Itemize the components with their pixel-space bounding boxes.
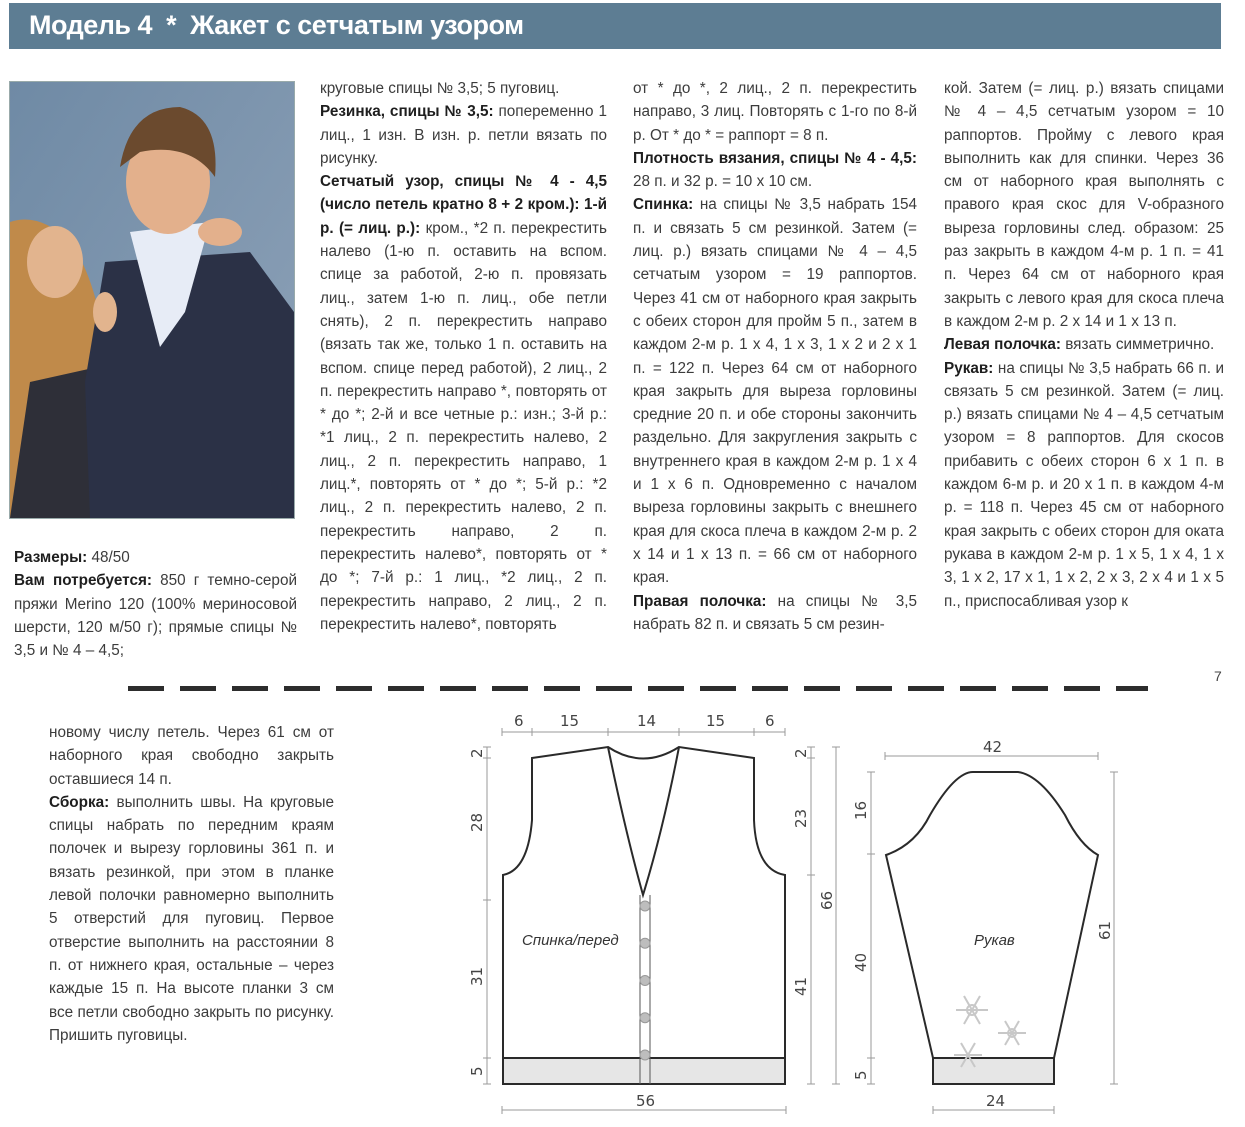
body-dimensions [468, 712, 836, 1110]
sleeve-dimensions [852, 738, 1114, 1110]
sleeve-label: Рукав: [944, 359, 994, 377]
dim-left-4: 5 [468, 1066, 486, 1076]
button-mark [640, 976, 650, 986]
mesh-pattern-text: кром., *2 п. перекрестить налево (1-ю п. оставить на вспом. спице за работой, 2-ю п. провязать лиц., затем 1-ю п. лиц., обе петли снять), 2 п. перекрестить направо (вязать так же, только 1 п. оставить на вспом. спице перед работой), 2 лиц., 2 п. перекрестить направо *, повторять от * до *; 2-й и все четные р.: изн.; 3-й р.: *1 лиц., 2 п. перекрестить налево, 2 лиц., 2 п. перекрестить направо, 1 лиц.*, повторять от * до *; 5-й р.: *2 лиц., 2 п. перекрестить налево, 2 п. перекрестить направо, 2 п. перекрестить налево*, повторять от * до *; 7-й р.: 1 лиц., *2 лиц., 2 п. перекрестить направо, 2 лиц., 2 п. перекрестить налево*, повторять [320, 219, 607, 633]
dim-sleeve-left-3: 5 [852, 1070, 870, 1080]
dim-sleeve-bottom: 24 [986, 1092, 1006, 1110]
dim-top-5: 6 [765, 712, 775, 730]
body-outline [503, 747, 786, 1084]
dim-left-1: 2 [468, 748, 486, 758]
dim-top-4: 15 [706, 712, 726, 730]
dim-right-1: 2 [792, 748, 810, 758]
dim-sleeve-top: 42 [983, 738, 1003, 756]
materials-text: 850 г темно-серой пряжи Merino 120 (100% мериносовой шерсти, 120 м/50 г); прямые спицы № 3,5 и № 4 – 4,5; [14, 572, 297, 660]
dim-total-height: 66 [818, 890, 836, 910]
left-front-text: вязать симметрично. [1065, 336, 1215, 354]
materials-continued: круговые спицы № 3,5; 5 пуговиц. [320, 80, 560, 97]
dim-top-2: 15 [560, 712, 580, 730]
model-number: Модель 4 [29, 10, 153, 40]
button-mark [640, 938, 650, 948]
star-separator: * [166, 10, 177, 40]
rib-text: попеременно 1 лиц., 1 изн. В изн. р. петли вязать по рисунку. [320, 103, 607, 167]
back-label: Спинка: [633, 196, 694, 214]
assembly-label: Сборка: [49, 793, 110, 811]
back-text: на спицы № 3,5 набрать 154 п. и связать 5 см резинкой. Затем (= лиц. р.) вязать спицами № 4 – 4,5 сетчатым узором = 19 раппортов. Через 41 см от наборного края закрыть с обеих сторон для пройм 5 п., затем в каждом 2-м р. 1 х 4, 1 х 3, 1 х 2 и 2 х 1 п. = 122 п. Через 64 см от наборного края закрыть для выреза горловины средние 20 п. и обе стороны закончить раздельно. Для закругления закрыть с внутреннего края в каждом 2-м р. 1 х 4 и 1 х 6 п. Одновременно с началом выреза горловины закрыть с внешнего края для скоса плеча в каждом 2-м р. 2 х 14 и 1 х 13 п. = 66 см от наборного края. [633, 196, 918, 587]
rib-label: Резинка, спицы № 3,5: [320, 103, 494, 121]
mesh-pattern-continued: от * до *, 2 лиц., 2 п. перекрестить направо, 3 лиц. Повторять с 1-го по 8-й р. От * до * = раппорт = 8 п. [633, 80, 917, 144]
row1-label: 1-й р. (= лиц. р.): [320, 196, 607, 237]
dim-top-3: 14 [637, 712, 657, 730]
sleeve-text: на спицы № 3,5 набрать 66 п. и связать 5 см резинкой. Затем (= лиц. р.) вязать спицами № 4 – 4,5 сетчатым узором = 8 раппортов. Для скосов прибавить с обеих сторон 6 х 1 п. в каждом 6-м р. и 20 х 1 п. в каждом 4-м р. = 118 п. Через 45 см от наборного края закрыть с обеих сторон для оката рукава в каждом 2-м р. 1 х 5, 1 х 4, 1 х 3, 1 х 2, 17 х 1, 1 х 2, 2 х 3, 2 х 4 и 1 х 5 п., приспосабливая узор к [944, 359, 1225, 610]
model-title: Жакет с сетчатым узором [190, 10, 524, 40]
body-dimension-lines [483, 728, 840, 1114]
page-number: 7 [1214, 668, 1222, 684]
dim-sleeve-height: 61 [1096, 920, 1114, 940]
button-mark [640, 1050, 650, 1060]
body-label: Спинка/перед [522, 932, 619, 949]
dim-sleeve-left-1: 16 [852, 800, 870, 820]
dim-right-2: 23 [792, 808, 810, 828]
buttons-group [640, 901, 650, 1060]
mesh-pattern-label: Сетчатый узор, спицы № 4 - 4,5 (число петель кратно 8 + 2 кром.): [320, 173, 607, 214]
snowflake-icon [954, 996, 1026, 1067]
dim-bottom-width: 56 [636, 1092, 656, 1110]
dim-top-1: 6 [514, 712, 524, 730]
left-front-label: Левая полочка: [944, 336, 1061, 354]
right-front-text: на спицы № 3,5 набрать 82 п. и связать 5 см резин- [633, 592, 917, 633]
sleeve-outline [886, 772, 1098, 1084]
dim-left-3: 31 [468, 966, 486, 986]
dim-sleeve-left-2: 40 [852, 952, 870, 972]
gauge-label: Плотность вязания, спицы № 4 - 4,5: [633, 149, 917, 167]
dim-right-3: 41 [792, 976, 810, 996]
assembly-text: выполнить швы. На круговые спицы набрать по передним краям полочек и вырезу горловины 361 п. и вязать резинкой, при этом в планке левой полочки равномерно выполнить 5 отверстий для пуговиц. Первое отверстие выполнить на расстоянии 8 п. от нижнего края, остальные – через каждые 15 п. На высоте планки 3 см все петли свободно закрыть по рисунку. Пришить пуговицы. [49, 793, 334, 1044]
sleeve-label: Рукав [974, 932, 1015, 949]
right-front-continued: кой. Затем (= лиц. р.) вязать спицами № 4 – 4,5 сетчатым узором = 10 раппортов. Пройму с левого края выполнить как для спинки. Через 36 см от наборного края выполнять с правого края скос для V-образного выреза горловины след. образом: 25 раз закрыть в каждом 4-м р. 1 п. = 41 п. Через 64 см от наборного края закрыть с левого края для скоса плеча в каждом 2-м р. 2 х 14 и 1 х 13 п. [944, 80, 1224, 330]
button-mark [640, 901, 650, 911]
gauge-text: 28 п. и 32 р. = 10 х 10 см. [633, 173, 813, 191]
sizes-value: 48/50 [91, 549, 130, 566]
dim-left-2: 28 [468, 812, 486, 832]
sleeve-continued: новому числу петель. Через 61 см от наборного края свободно закрыть оставшиеся 14 п. [49, 724, 334, 788]
right-front-label: Правая полочка: [633, 592, 767, 610]
materials-label: Вам потребуется: [14, 572, 152, 590]
button-mark [640, 1013, 650, 1023]
sizes-label: Размеры: [14, 549, 88, 566]
